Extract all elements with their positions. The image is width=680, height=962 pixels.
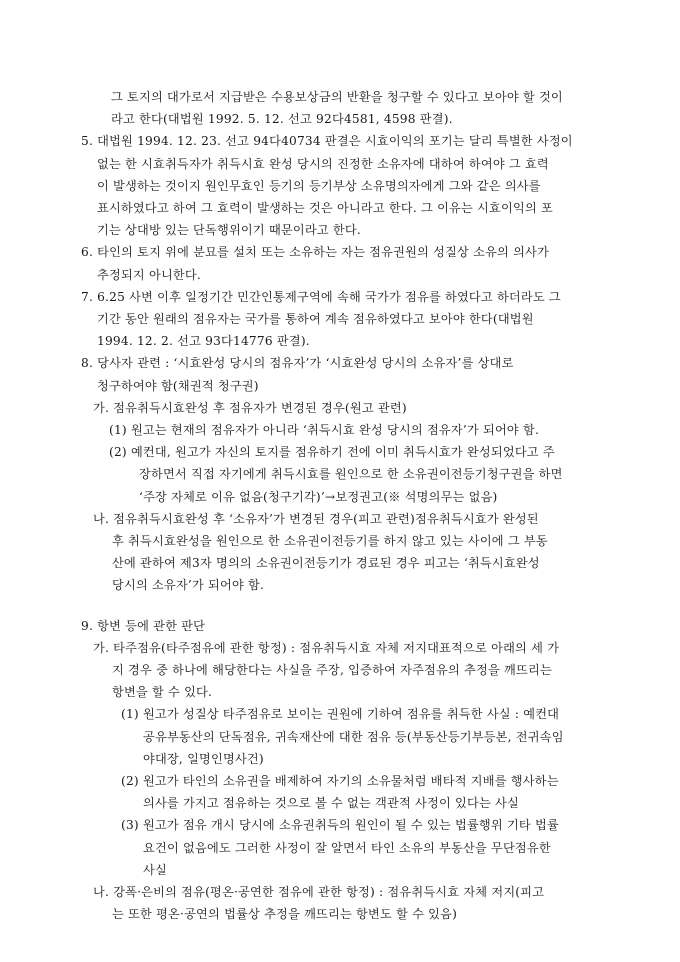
text-line: 1994. 12. 2. 선고 93다14776 판결). bbox=[97, 334, 310, 348]
text-line: 7. 6.25 사변 이후 일정기간 민간인통제구역에 속해 국가가 점유를 하였다고 하더라도 그 bbox=[81, 290, 561, 304]
text-line: 공유부동산의 단독점유, 귀속재산에 대한 점유 등(부동산등기부등본, 전귀속임 bbox=[143, 730, 564, 744]
text-line: 나. 점유취득시효완성 후 ‘소유자’가 변경된 경우(피고 관련)점유취득시효가 완성된 bbox=[93, 512, 539, 526]
text-line: 5. 대법원 1994. 12. 23. 선고 94다40734 판결은 시효이익의 포기는 달리 특별한 사정이 bbox=[81, 134, 573, 148]
text-line: (3) 원고가 점유 개시 당시에 소유권취득의 원인이 될 수 있는 법률행위 기타 법률 bbox=[121, 818, 559, 832]
text-line: 나. 강폭·은비의 점유(평온·공연한 점유에 관한 항정) : 점유취득시효 자체 저지(피고 bbox=[93, 885, 545, 899]
text-line: 6. 타인의 토지 위에 분묘를 설치 또는 소유하는 자는 점유권원의 성질상 소유의 의사가 bbox=[81, 245, 550, 259]
text-line: 요건이 없음에도 그러한 사정이 잘 알면서 타인 소유의 부동산을 무단점유한 bbox=[143, 841, 551, 855]
text-line: ‘주장 자체로 이유 없음(청구기각)’→보정권고(※ 석명의무는 없음) bbox=[139, 490, 498, 504]
text-line: 기는 상대방 있는 단독행위이기 때문이라고 한다. bbox=[97, 223, 361, 237]
text-line: 없는 한 시효취득자가 취득시효 완성 당시의 진정한 소유자에 대하여 하여야 그 효력 bbox=[97, 157, 549, 171]
text-line: (1) 원고는 현재의 점유자가 아니라 ‘취득시효 완성 당시의 점유자’가 되어야 함. bbox=[109, 423, 540, 437]
text-line: 추정되지 아니한다. bbox=[97, 268, 201, 282]
text-line: 당시의 소유자’가 되어야 함. bbox=[112, 578, 265, 592]
text-line: 지 경우 중 하나에 해당한다는 사실을 주장, 입증하여 자주점유의 추정을 깨뜨리는 bbox=[112, 663, 552, 677]
text-line: 는 또한 평온·공연의 법률상 추정을 깨뜨리는 항변도 할 수 있음) bbox=[112, 907, 458, 921]
text-line: 이 발생하는 것이지 원인무효인 등기의 등기부상 소유명의자에게 그와 같은 의사를 bbox=[97, 179, 541, 193]
text-line: (2) 원고가 타인의 소유권을 배제하여 자기의 소유물처럼 배타적 지배를 행사하는 bbox=[121, 774, 559, 788]
text-line: 가. 타주점유(타주점유에 관한 항정) : 점유취득시효 자체 저지대표적으로 아래의 세 가 bbox=[93, 641, 560, 655]
text-line: (2) 예컨대, 원고가 자신의 토지를 점유하기 전에 이미 취득시효가 완성되었다고 주 bbox=[109, 445, 555, 459]
text-line: 9. 항변 등에 관한 판단 bbox=[81, 619, 206, 633]
text-line: 8. 당사자 관련 : ‘시효완성 당시의 점유자’가 ‘시효완성 당시의 소유자’를 상대로 bbox=[81, 356, 514, 370]
text-line: 표시하였다고 하여 그 효력이 발생하는 것은 아니라고 한다. 그 이유는 시효이익의 포 bbox=[97, 201, 553, 215]
text-line: 가. 점유취득시효완성 후 점유자가 변경된 경우(원고 관련) bbox=[93, 401, 407, 415]
text-line: 장하면서 직접 자기에게 취득시효를 원인으로 한 소유권이전등기청구권을 하면 bbox=[139, 467, 563, 481]
text-line: 라고 한다(대법원 1992. 5. 12. 선고 92다4581, 4598 판결). bbox=[111, 112, 453, 126]
text-line: (1) 원고가 성질상 타주점유로 보이는 권원에 기하여 점유를 취득한 사실 : 예컨대 bbox=[121, 707, 560, 721]
text-line: 후 취득시효완성을 원인으로 한 소유권이전등기를 하지 않고 있는 사이에 그 부동 bbox=[112, 534, 548, 548]
text-line: 사실 bbox=[143, 863, 167, 877]
text-line: 그 토지의 대가로서 지급받은 수용보상금의 반환을 청구할 수 있다고 보아야 할 것이 bbox=[111, 90, 563, 104]
text-line: 산에 관하여 제3자 명의의 소유권이전등기가 경료된 경우 피고는 ‘취득시효완성 bbox=[112, 556, 540, 570]
text-line: 청구하여야 함(채권적 청구권) bbox=[97, 379, 259, 393]
text-line: 기간 동안 원래의 점유자는 국가를 통하여 계속 점유하였다고 보아야 한다(대법원 bbox=[97, 312, 534, 326]
text-line: 항변을 할 수 있다. bbox=[112, 685, 213, 699]
text-line: 야대장, 일명인명사건) bbox=[143, 752, 264, 766]
text-line: 의사를 가지고 점유하는 것으로 볼 수 없는 객관적 사정이 있다는 사실 bbox=[143, 796, 519, 810]
